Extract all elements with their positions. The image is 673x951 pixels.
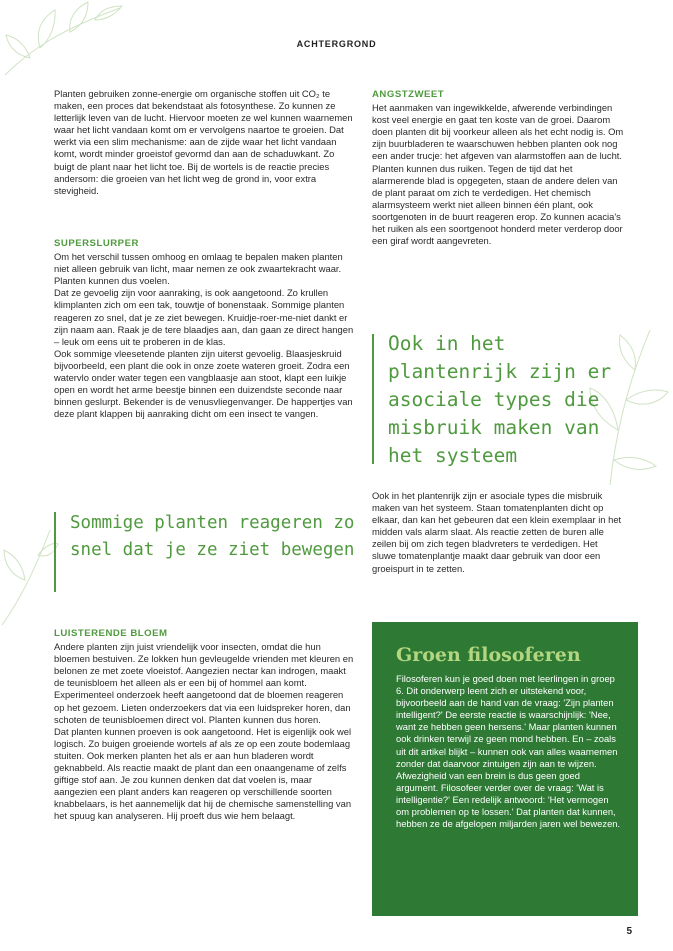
section-heading-superslurper: SUPERSLURPER [54, 238, 139, 249]
pull-quote-left: Sommige planten reageren zo snel dat je ze ziet bewegen [70, 513, 355, 560]
pull-quote-bar-left [54, 512, 56, 592]
pull-quote-right: Ook in het plantenrijk zijn er asociale types die misbruik maken van het systeem [388, 332, 612, 467]
section-heading-luisterende-bloem: LUISTERENDE BLOEM [54, 628, 168, 639]
body-paragraph: Om het verschil tussen omhoog en omlaag te bepalen maken planten niet alleen gebruik van licht, maar nemen ze ook zwaartekracht waar. Planten kunnen dus voelen. [54, 251, 343, 287]
body-paragraph: Dat ze gevoelig zijn voor aanraking, is ook aangetoond. Zo krullen klimplanten zich om een tak, touwtje of bonenstaak. Sommige planten reageren zo snel, dat je ze ziet bewegen. Kruidje-roer-me-niet dankt er zijn naam aan. Raak je de tere blaadjes aan, dan gaan ze direct hangen – leuk om eens uit te proberen in de klas. [54, 287, 354, 347]
left-column [54, 88, 354, 197]
intro-paragraph: Planten gebruiken zonne-energie om organische stoffen uit CO₂ te maken, een proces dat bekendstaat als fotosynthese. Zo kunnen ze letterlijk leven van de lucht. Hiervoor moeten ze wel kunnen waarnemen waar het licht vandaan komt om er vervolgens naartoe te groeien. Dat werkt via een slim mechanisme: aan de zijde waar het licht vandaan komt, wordt minder groeistof gevormd dan aan de schaduwkant. Zo buigt de plant naar het licht toe. Bij de wortels is de reactie precies andersom: die groeien van het licht weg de grond in, voor extra stevigheid. [54, 88, 353, 196]
right-column-section-angstzweet [372, 89, 624, 247]
sidebar-box-title: Groen filosoferen [396, 644, 581, 666]
left-column-section-superslurper [54, 238, 354, 420]
leaf-sprig-icon [0, 520, 60, 630]
section-header: ACHTERGROND [296, 39, 377, 49]
sidebar-box-text: Filosoferen kun je goed doen met leerlingen in groep 6. Dit onderwerp leent zich er uitstekend voor, bijvoorbeeld aan de hand van de vraag: 'Zijn planten intelligent?' De eerste reactie is waarschijnlijk: 'Nee, want ze hebben geen hersens.' Maar planten kunnen ook drinken terwijl ze geen mond hebben. En – zoals uit dit artikel blijkt – kunnen ook van alles waarnemen zonder dat daarvoor zintuigen zijn aan te wijzen. Afwezigheid van een brein is dus geen goed argument. Filosofeer verder over de vraag: 'Wat is intelligentie?' Een redelijk antwoord: 'Het vermogen om problemen op te lossen.' Dat planten dat kunnen, hebben ze de afgelopen miljarden jaren wel bewezen. [396, 673, 621, 830]
left-column-section-luisterende-bloem [54, 628, 354, 823]
body-paragraph: Het aanmaken van ingewikkelde, afwerende verbindingen kost veel energie en gaat ten koste van de groei. Daarom doen planten dit bij voorkeur alleen als het echt nodig is. Om zijn buurbladeren te waarschuwen hebben planten ook nog een ander trucje: het afgeven van alarmstoffen aan de lucht. Planten kunnen dus ruiken. Tegen de tijd dat het alarmerende blad is opgegeten, staan de andere delen van de plant paraat om zich te verdedigen. Het chemisch alarmsysteem werkt niet alleen binnen één plant, ook soortgenoten in de buurt reageren erop. Zo kunnen acacia's het ruiken als een soortgenoot honderd meter verderop door een giraf wordt aangevreten. [372, 102, 624, 247]
section-heading-angstzweet: ANGSTZWEET [372, 89, 445, 100]
page-number: 5 [626, 926, 632, 937]
body-paragraph: Ook sommige vleesetende planten zijn uiterst gevoelig. Blaasjeskruid bijvoorbeeld, een plant die ook in onze zoete wateren groeit. Zodra een watervlo onder water tegen een vangblaasje aan stoot, klapt een luikje open en wordt het arme beestje binnen een duizendste seconde naar binnen geslurpt. Bekender is de venusvliegenvanger. De happertjes van deze plant klappen bij aanraking dicht om een insect te vangen. [54, 347, 353, 420]
body-paragraph: Ook in het plantenrijk zijn er asociale types die misbruik maken van het systeem. Staan tomatenplanten dicht op elkaar, dan kan het gebeuren dat een klein exemplaar in het midden vals alarm slaat. Als reactie zetten de buren alle zeilen bij om zich tegen bladvreters te verdedigen. Het sluwe tomatenplantje maakt daar gebruik van door een groeispurt in te zetten. [372, 490, 622, 574]
body-paragraph: Dat planten kunnen proeven is ook aangetoond. Het is eigenlijk ook wel logisch. Zo buigen groeiende wortels af als ze op een zoute bodemlaag stuiten. Ook merken planten het als er aan hun bladeren wordt geknabbeld. Als reactie maakt de plant dan een onaangename of zelfs giftige stof aan. Je zou kunnen denken dat dat voelen is, maar aangezien een plant anders kan reageren op verschillende soorten knabbelaars, is het aannemelijk dat hij de chemische samenstelling van het spuug kan analyseren. Hij proeft dus wie hem belaagt. [54, 725, 352, 822]
pull-quote-bar-right [372, 334, 374, 464]
sidebar-box [372, 622, 638, 916]
right-column-after-quote [372, 490, 624, 575]
body-paragraph: Andere planten zijn juist vriendelijk voor insecten, omdat die hun bloemen bestuiven. Ze lokken hun gevleugelde vrienden met kleuren en belonen ze met zoete vloeistof. Aangezien nectar kan indrogen, maakt de teunisbloem het alleen als er een bij of hommel aan komt. Experimenteel onderzoek heeft aangetoond dat de bloemen reageren op het gezoem. Lieten onderzoekers dat via een luidspreker horen, dan schoten de teunisbloemen direct vol. Planten kunnen dus horen. [54, 641, 354, 725]
